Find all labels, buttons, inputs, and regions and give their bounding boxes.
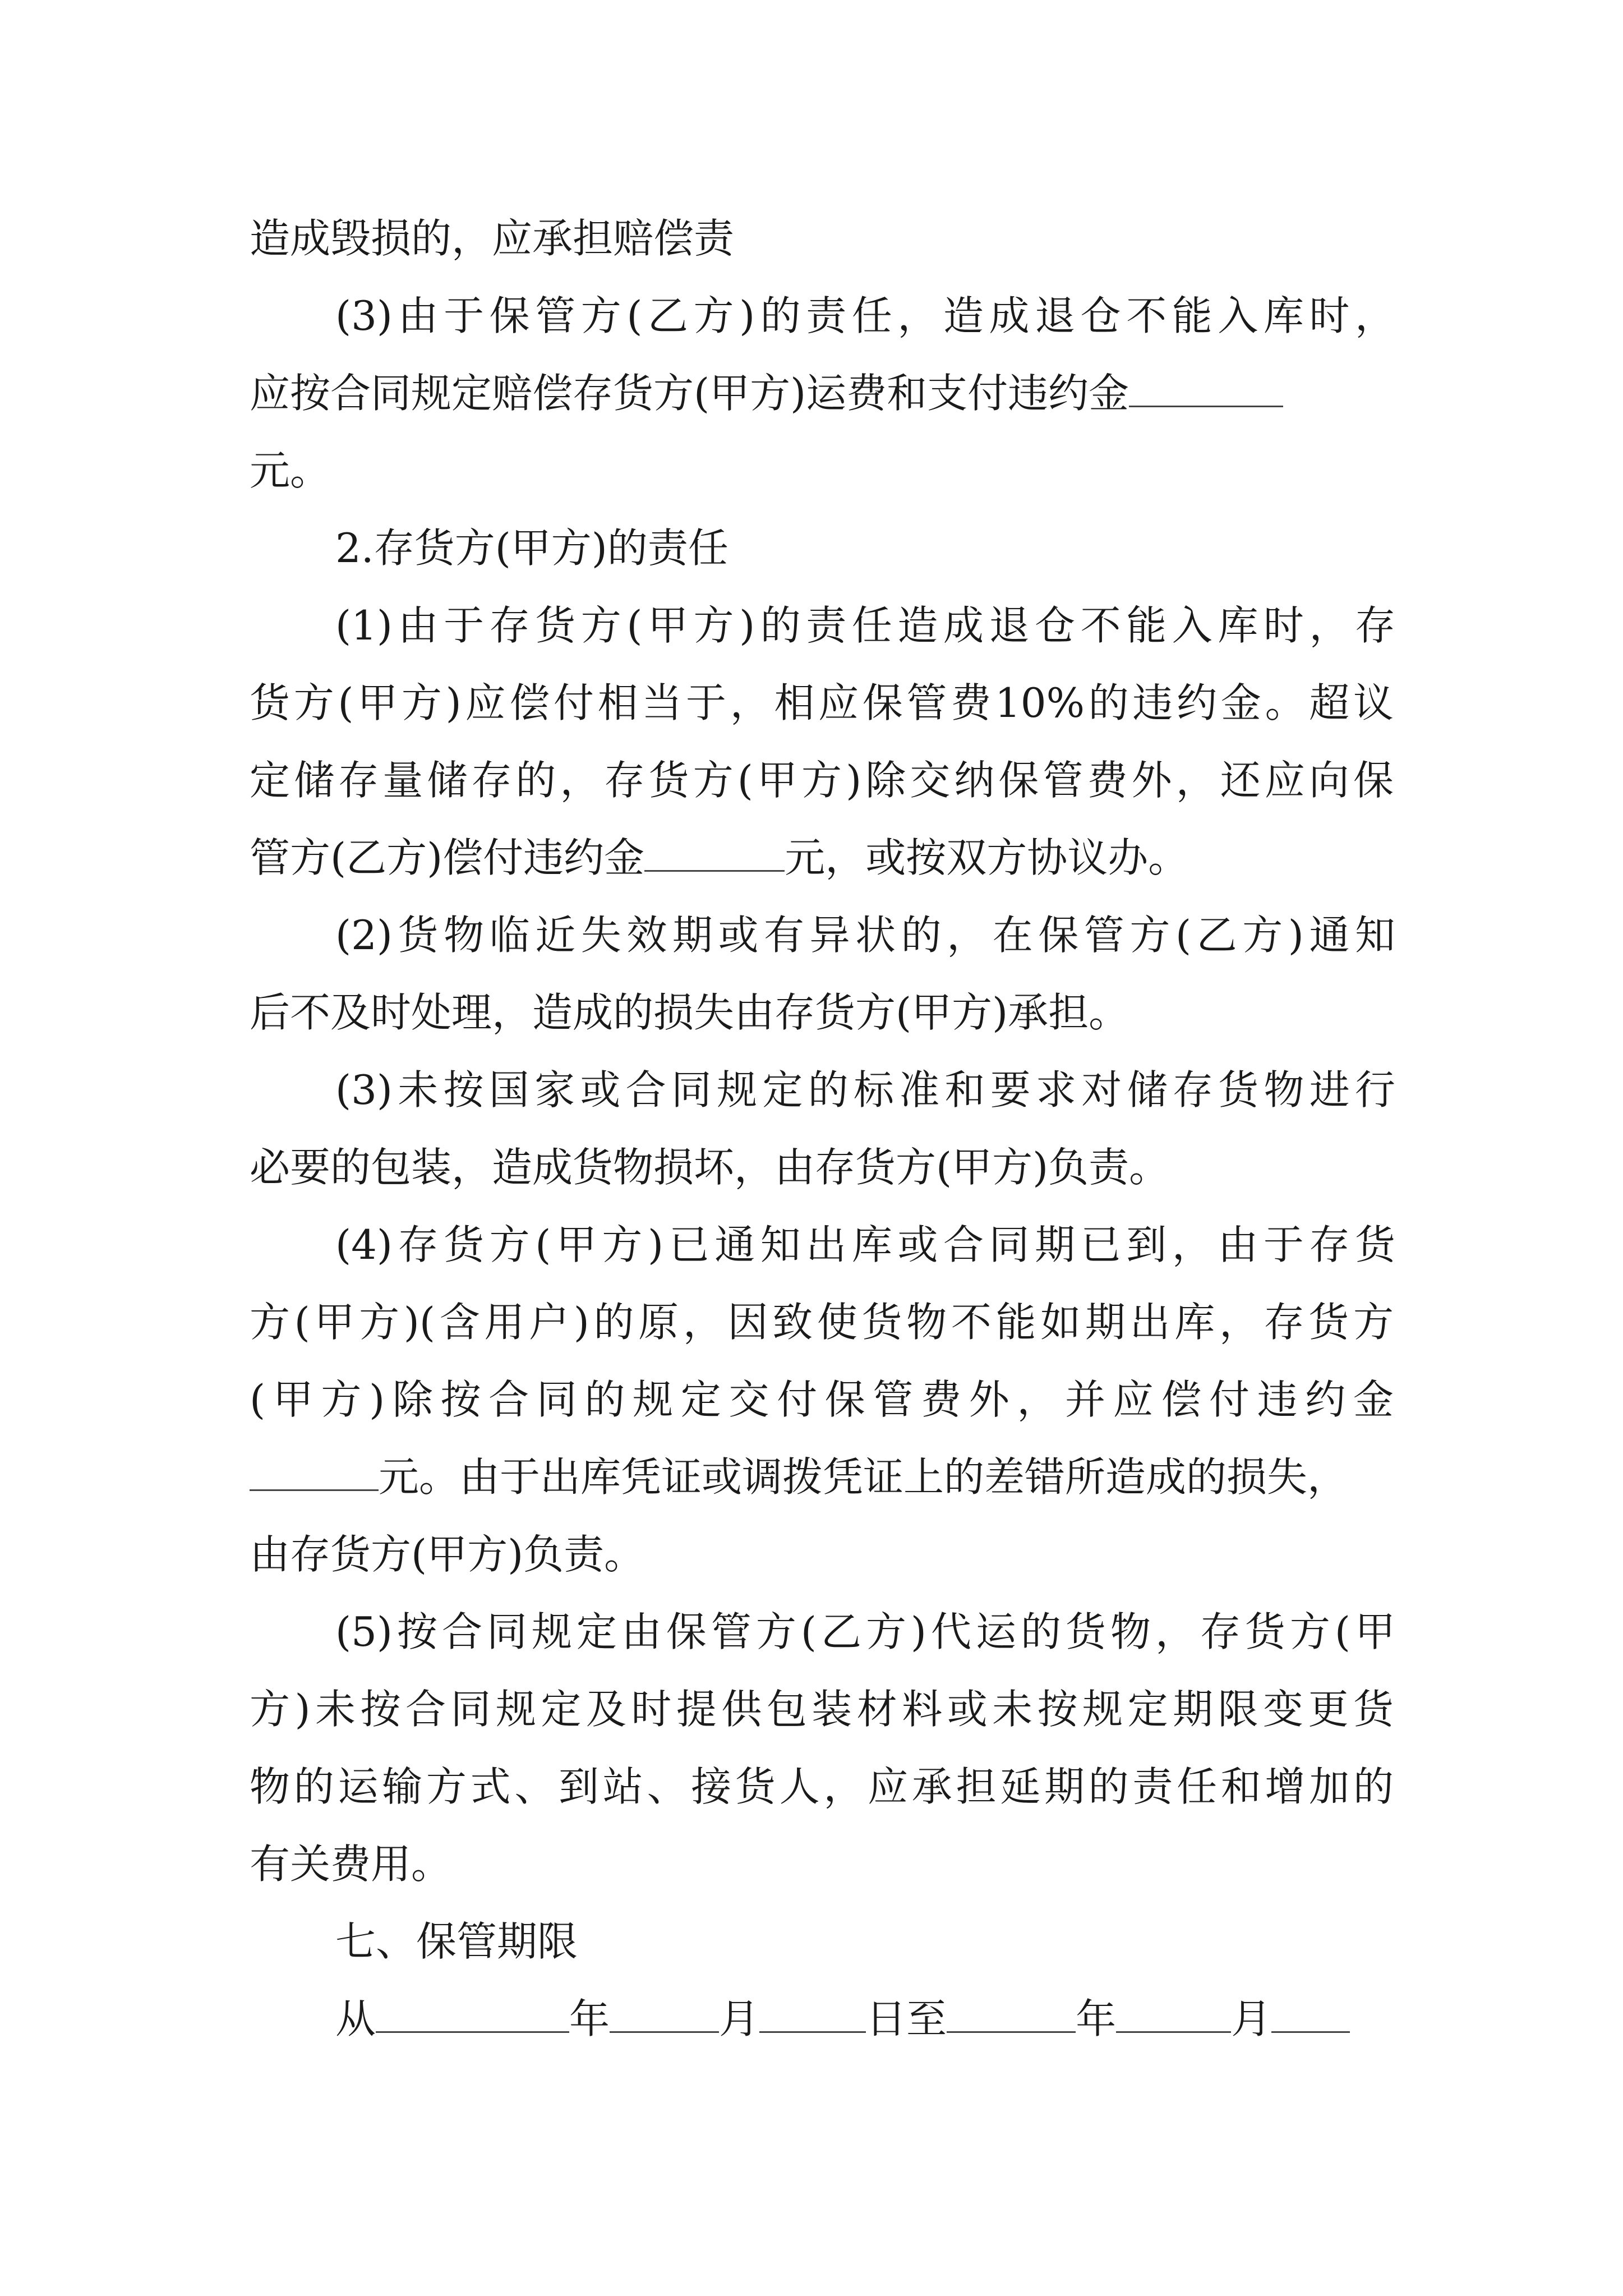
- text-line-1: 造成毁损的，应承担赔偿责: [250, 215, 735, 262]
- blank-field: [1129, 369, 1283, 407]
- text-line-11: 后不及时处理，造成的损失由存货方(甲方)承担。: [250, 989, 1129, 1036]
- text-line-19: (5)按合同规定由保管方(乙方)代运的货物，存货方(甲: [335, 1608, 1395, 1655]
- blank-start-month: [610, 1994, 719, 2033]
- text-line-7: 货方(甲方)应偿付相当于，相应保管费10%的违约金。超议: [250, 679, 1394, 726]
- text-line-13: 必要的包装，造成货物损坏，由存货方(甲方)负责。: [250, 1144, 1170, 1191]
- blank-field: [250, 1452, 379, 1491]
- period-year-label-2: 年: [1076, 1995, 1117, 2042]
- blank-field: [644, 833, 785, 872]
- text-line-20: 方)未按合同规定及时提供包装材料或未按规定期限变更货: [250, 1686, 1394, 1733]
- storage-period-line: [335, 1988, 1395, 2050]
- section-heading-storage-period: 七、保管期限: [335, 1918, 578, 1965]
- text-line-9: [250, 827, 1394, 889]
- text-line-15: 方(甲方)(含用户)的原，因致使货物不能如期出库，存货方: [250, 1299, 1394, 1346]
- text-line-21: 物的运输方式、到站、接货人，应承担延期的责任和增加的: [250, 1763, 1394, 1810]
- blank-end-month: [1116, 1994, 1231, 2033]
- text-line-14: (4)存货方(甲方)已通知出库或合同期已到，由于存货: [335, 1221, 1395, 1268]
- period-day-to-label: 日至: [866, 1995, 947, 2042]
- text-line-17: [250, 1446, 1394, 1508]
- period-month-label-2: 月: [1231, 1995, 1272, 2042]
- text-segment: 元。由于出库凭证或调拨凭证上的差错所造成的损失，: [379, 1453, 1348, 1501]
- text-segment: 应按合同规定赔偿存货方(甲方)运费和支付违约金: [250, 370, 1129, 417]
- blank-end-year: [947, 1994, 1076, 2033]
- period-month-label: 月: [719, 1995, 760, 2042]
- text-line-4: 元。: [250, 447, 331, 494]
- period-year-label: 年: [569, 1995, 610, 2042]
- text-line-10: (2)货物临近失效期或有异状的，在保管方(乙方)通知: [335, 912, 1395, 959]
- text-line-16: (甲方)除按合同的规定交付保管费外，并应偿付违约金: [250, 1376, 1394, 1423]
- blank-start-year: [376, 1994, 569, 2033]
- text-segment: 管方(乙方)偿付违约金: [250, 834, 645, 881]
- text-line-6: (1)由于存货方(甲方)的责任造成退仓不能入库时，存: [335, 602, 1395, 649]
- text-line-18: 由存货方(甲方)负责。: [250, 1531, 645, 1578]
- blank-end-day: [1271, 1994, 1350, 2033]
- period-from-label: 从: [335, 1995, 376, 2042]
- text-line-8: 定储存量储存的，存货方(甲方)除交纳保管费外，还应向保: [250, 757, 1394, 804]
- text-segment: 元，或按双方协议办。: [785, 834, 1189, 881]
- text-line-22: 有关费用。: [250, 1841, 452, 1888]
- text-line-2: (3)由于保管方(乙方)的责任，造成退仓不能入库时，: [335, 292, 1395, 339]
- text-line-12: (3)未按国家或合同规定的标准和要求对储存货物进行: [335, 1066, 1395, 1114]
- section-heading-party-a-liability: 2.存货方(甲方)的责任: [335, 524, 728, 572]
- blank-start-day: [759, 1994, 866, 2033]
- text-line-3: [250, 362, 1394, 424]
